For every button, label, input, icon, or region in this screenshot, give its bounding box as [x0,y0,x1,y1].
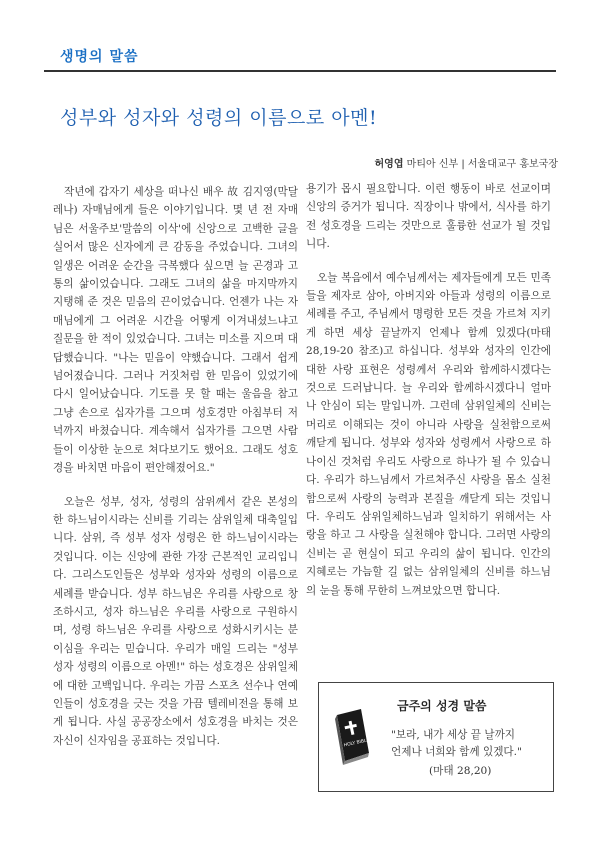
article-title: 성부와 성자와 성령의 이름으로 아멘! [60,107,378,129]
header-rule [44,70,556,72]
left-column [53,183,298,765]
weekly-verse-box [318,682,554,792]
byline [375,155,559,170]
author-name: 허영엽 [374,159,404,170]
verse-line: 언제나 너희와 함께 있겠다." [391,746,522,758]
paragraph: 오늘은 성부, 성자, 성령의 삼위께서 같은 본성의 한 하느님이시라는 신비를 기리는 삼위일체 대축일입니다. 삼위, 즉 성부 성자 성령은 한 하느님이시라는 것입니다. 이는 신앙에 관한 가장 근본적인 교리입니다. 그리스도인들은 성부와 성자와 성령의 이름으로 세례를 받습니다. 성부 하느님은 우리를 사랑으로 창조하시고, 성자 하느님은 우리를 사랑으로 구원하시며, 성령 하느님은 우리를 사랑으로 성화시키시는 분이심을 우리는 믿습니다. 우리가 매일 드리는 "성부 성자 성령의 이름으로 아멘!" 하는 성호경은 삼위일체에 대한 고백입니다. 우리는 가끔 스포츠 선수나 연예인들이 성호경을 긋는 것을 가끔 텔레비전을 통해 보게 됩니다. 사실 공공장소에서 성호경을 바치는 것은 자신이 신자임을 공표하는 것입니다. [53,495,298,747]
verse-text [391,727,522,761]
verse-line: "보라, 내가 세상 끝 날까지 [391,729,516,741]
paragraph: 작년에 갑자기 세상을 떠나신 배우 故 김지영(막달레나) 자매님에게 들은 이야기입니다. 몇 년 전 자매님은 서울주보'말씀의 이삭'에 신앙으로 고백한 글을 실어서 많은 신자에게 큰 감동을 주었습니다. 그녀의 일생은 어려운 순간을 극복했다 싶으면 늘 곤경과 고통의 삶이었습니다. 그래도 그녀의 삶을 마지막까지 지탱해 준 것은 믿음의 끈이었습니다. 언젠가 나는 자매님에게 그 어려운 시간을 어떻게 이겨내셨느냐고 질문을 한 적이 있었습니다. 그녀는 미소를 지으며 대답했습니다. "나는 믿음이 약했습니다. 그래서 쉽게 넘어졌습니다. 그러나 거짓처럼 한 믿음이 있었기에 다시 일어났습니다. 기도를 못 할 때는 울음을 참고 그냥 손으로 십자가를 그으며 성호경만 아침부터 저녁까지 바쳤습니다. 계속해서 십자가를 그으면 사람들이 이상한 눈으로 쳐다보기도 했어요. 그래도 성호경을 바치면 마음이 편안해졌어요." [53,186,298,475]
paragraph: 오늘 복음에서 예수님께서는 제자들에게 모든 민족들을 제자로 삼아, 아버지와 아들과 성령의 이름으로 세례를 주고, 주님께서 명령한 모든 것을 가르쳐 지키게 하면 세상 끝날까지 언제나 함께 있겠다(마태 28,19-20 참조)고 하십니다. 성부와 성자의 인간에 대한 사랑 표현은 성령께서 우리와 함께하시겠다는 것으로 드러납니다. 늘 우리와 함께하시겠다니 얼마나 안심이 되는 말입니까. 그런데 삼위일체의 신비는 머리로 이해되는 것이 아니라 사랑을 실천함으로써 깨닫게 됩니다. 성부와 성자와 성령께서 사랑으로 하나이신 것처럼 우리도 사랑으로 하나가 될 수 있습니다. 우리가 하느님께서 가르쳐주신 사랑을 몸소 실천함으로써 사랑의 능력과 본질을 깨닫게 되는 것입니다. 우리도 삼위일체하느님과 일치하기 위해서는 사랑을 하고 그 사랑을 실천해야 합니다. 그러면 사랑의 신비는 곧 현실이 되고 우리의 삶이 됩니다. 인간의 지혜로는 가늠할 길 없는 삼위일체의 신비를 하느님의 눈을 통해 무한히 느껴보았으면 합니다. [306,271,551,597]
bible-icon [331,705,373,767]
verse-reference: (마태 28,20) [429,765,492,777]
bible-cover-text: HOLY BIBLE [343,738,370,749]
section-label: 생명의 말씀 [60,49,139,65]
paragraph: 용기가 몹시 필요합니다. 이런 행동이 바로 선교이며 신앙의 증거가 됩니다. 직장이나 밖에서, 식사를 하기 전 성호경을 드리는 것만으로 훌륭한 선교가 될 것입니다. [306,183,551,251]
right-column [306,180,551,615]
verse-box-title: 금주의 성경 말씀 [397,699,487,713]
author-role: 마티아 신부 | 서울대교구 홍보국장 [406,159,558,170]
